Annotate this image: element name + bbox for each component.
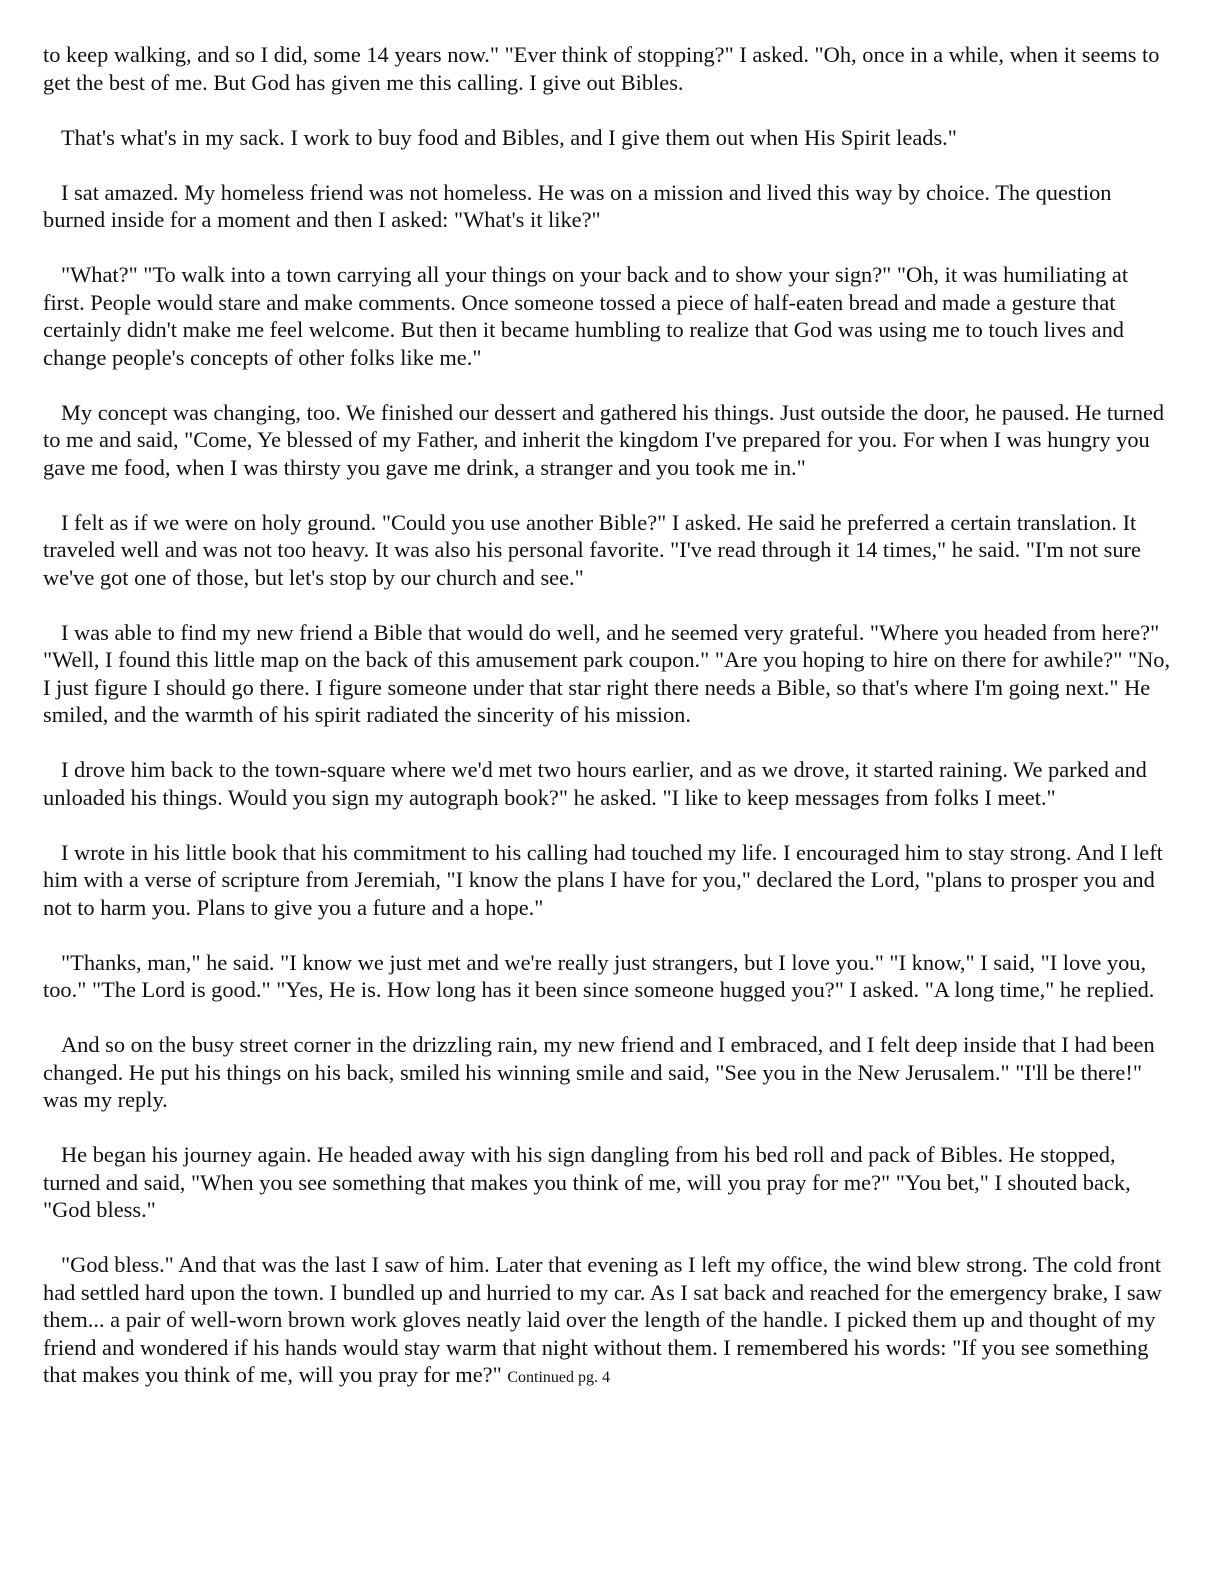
paragraph-9: I wrote in his little book that his commitment to his calling had touched my life. I encouraged him to stay strong. And I left him with a verse of scripture from Jeremiah, "I know the plans I have for you," declared the Lord, "plans to prosper you and not to harm you. Plans to give you a future and a hope." [43,839,1163,920]
paragraph-7: I was able to find my new friend a Bible that would do well, and he seemed very grateful. "Where you headed from here?" "Well, I found this little map on the back of this amusement park coupon." "Are you hoping to hire on there for awhile?" "No, I just figure I should go there. I figure someone under that star right there needs a Bible, so that's where I'm going next." He smiled, and the warmth of his spirit radiated the sincerity of his mission. [43,619,1171,727]
paragraph-8: I drove him back to the town-square where we'd met two hours earlier, and as we drove, it started raining. We parked and unloaded his things. Would you sign my autograph book?" he asked. "I like to keep messages from folks I meet." [43,757,1147,810]
paragraph-11: And so on the busy street corner in the drizzling rain, my new friend and I embraced, and I felt deep inside that I had been changed. He put his things on his back, smiled his winning smile and said, "See you in the New Jerusalem." "I'll be there!" was my reply. [43,1032,1155,1112]
paragraph-10: "Thanks, man," he said. "I know we just met and we're really just strangers, but I love you." "I know," I said, "I love you, too." "The Lord is good." "Yes, He is. How long has it been since someone hugged you?" I asked. "A long time," he replied. [43,949,1155,1002]
paragraph-2: That's what's in my sack. I work to buy food and Bibles, and I give them out when His Spirit leads." [61,124,957,150]
paragraph-1: to keep walking, and so I did, some 14 years now." "Ever think of stopping?" I asked. "Oh, once in a while, when it seems to get the best of me. But God has given me this calling. I give out Bibles. [43,42,1160,95]
continued-note: Continued pg. 4 [507,1369,610,1386]
paragraph-4: "What?" "To walk into a town carrying all your things on your back and to show your sign?" "Oh, it was humiliating at first. People would stare and make comments. Once someone tossed a piece of half-eaten bread and made a gesture that certainly didn't make me feel welcome. But then it became humbling to realize that God was using me to touch lives and change people's concepts of other folks like me." [43,262,1129,370]
paragraph-12: He began his journey again. He headed away with his sign dangling from his bed roll and pack of Bibles. He stopped, turned and said, "When you see something that makes you think of me, will you pray for me?" "You bet," I shouted back, "God bless." [43,1142,1131,1222]
paragraph-3: I sat amazed. My homeless friend was not homeless. He was on a mission and lived this way by choice. The question burned inside for a moment and then I asked: "What's it like?" [43,179,1112,232]
paragraph-6: I felt as if we were on holy ground. "Could you use another Bible?" I asked. He said he preferred a certain translation. It traveled well and was not too heavy. It was also his personal favorite. "I've read through it 14 times," he said. "I'm not sure we've got one of those, but let's stop by our church and see." [43,509,1141,590]
document-page [43,41,1173,1419]
paragraph-13: "God bless." And that was the last I saw of him. Later that evening as I left my office, the wind blew strong. The cold front had settled hard upon the town. I bundled up and hurried to my car. As I sat back and reached for the emergency brake, I saw them... a pair of well-worn brown work gloves neatly laid over the length of the handle. I picked them up and thought of my friend and wondered if his hands would stay warm that night without them. I remembered his words: "If you see something that makes you think of me, will you pray for me?" Continued pg. 4 [43,1252,1162,1387]
paragraph-5: My concept was changing, too. We finished our dessert and gathered his things. Just outside the door, he paused. He turned to me and said, "Come, Ye blessed of my Father, and inherit the kingdom I've prepared for you. For when I was hungry you gave me food, when I was thirsty you gave me drink, a stranger and you took me in." [43,399,1165,480]
